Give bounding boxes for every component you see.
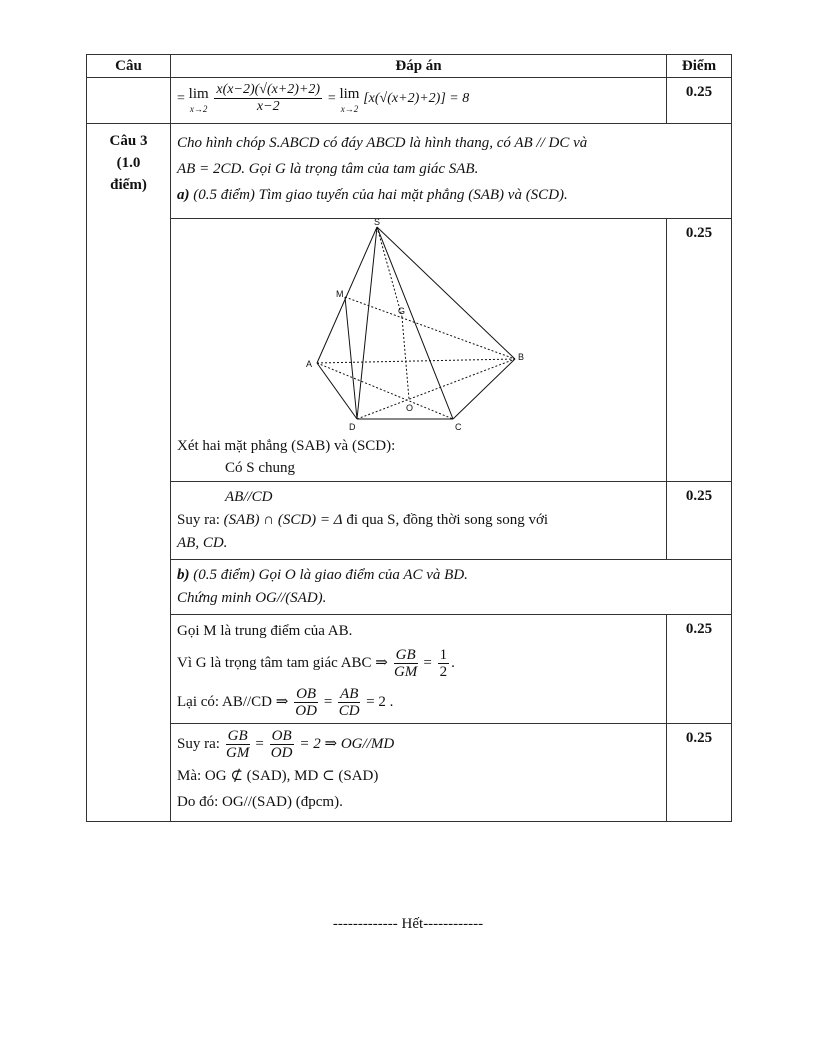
fraction-numerator: OB bbox=[271, 728, 292, 744]
question-points-unit: điểm) bbox=[110, 177, 147, 193]
lim-operator-1 bbox=[189, 83, 209, 114]
fraction-denominator: OD bbox=[295, 703, 317, 719]
equals-sign: = bbox=[323, 693, 333, 710]
fraction-OB-OD bbox=[270, 728, 294, 761]
suy-ra-label: Suy ra: bbox=[177, 512, 220, 528]
fraction-GB-GM bbox=[394, 647, 418, 680]
header-score: Điểm bbox=[667, 55, 732, 78]
lim-word: lim bbox=[188, 86, 209, 102]
label-O: O bbox=[406, 403, 414, 413]
prove-formula: OG//(SAD). bbox=[255, 590, 327, 606]
suy-ra-label: Suy ra: bbox=[177, 735, 220, 752]
edge-SC bbox=[377, 227, 453, 419]
lim-operator-2 bbox=[339, 83, 359, 114]
figure-cell bbox=[171, 219, 667, 482]
question3-statement bbox=[171, 124, 732, 219]
conclusion-line-3 bbox=[177, 789, 660, 815]
limit-denominator: x−2 bbox=[256, 99, 280, 114]
equals-sign: = bbox=[255, 735, 264, 752]
segment-GO bbox=[402, 317, 409, 399]
part-b-line-2 bbox=[177, 587, 725, 610]
question-number: Câu 3 bbox=[109, 133, 148, 149]
fraction-denominator: GM bbox=[226, 745, 250, 761]
part-a-label: a) bbox=[177, 187, 190, 203]
answer-table bbox=[86, 54, 732, 822]
statement-line-2: AB = 2CD. Gọi G là trọng tâm của tam giác SAB. bbox=[177, 161, 479, 177]
edge-AB bbox=[317, 359, 515, 363]
score-cell: 0.25 bbox=[667, 615, 732, 724]
answer-sheet bbox=[86, 54, 732, 822]
intersection-cell bbox=[171, 482, 667, 560]
score-cell: 0.25 bbox=[667, 78, 732, 124]
intersection-line-3: AB, CD. bbox=[177, 535, 228, 551]
limit-fraction bbox=[214, 82, 322, 115]
label-A: A bbox=[306, 359, 313, 369]
edge-SD bbox=[357, 227, 377, 419]
label-D: D bbox=[349, 422, 356, 432]
header-row bbox=[87, 55, 732, 78]
limit-numerator: x(x−2)(√(x+2)+2) bbox=[216, 82, 321, 97]
question3-row bbox=[87, 124, 732, 219]
question3-label-cell bbox=[87, 124, 171, 822]
label-B: B bbox=[518, 352, 525, 362]
centroid-text: Vì G là trọng tâm tam giác ABC ⇒ bbox=[177, 654, 388, 671]
part-b-label: b) bbox=[177, 567, 190, 583]
figure-line-1: Xét hai mặt phẳng (SAB) và (SCD): bbox=[177, 438, 396, 454]
intersection-line-2 bbox=[177, 509, 660, 532]
fraction-denominator: OD bbox=[270, 745, 293, 761]
question-points: (1.0 bbox=[116, 155, 141, 171]
lim-subscript: x→2 bbox=[340, 104, 359, 114]
ratio-result: = 2 . bbox=[366, 693, 394, 710]
limit-row bbox=[87, 78, 732, 124]
label-G: G bbox=[398, 306, 406, 316]
end-marker: ------------- Hết------------ bbox=[332, 916, 484, 932]
statement-line-1: Cho hình chóp S.ABCD có đáy ABCD là hình thang, có AB // DC và bbox=[177, 135, 588, 151]
segment-MB bbox=[345, 297, 515, 359]
intersection-description: đi qua S, đồng thời song song với bbox=[346, 512, 549, 528]
conclusion-line-1 bbox=[177, 728, 660, 761]
fraction-numerator: 1 bbox=[439, 647, 448, 663]
qed-text: (đpcm). bbox=[295, 794, 343, 810]
midpoint-row bbox=[87, 615, 732, 724]
fraction-1-2 bbox=[438, 647, 450, 680]
equals-sign: = bbox=[423, 654, 432, 671]
intersection-line-1: AB//CD bbox=[225, 489, 273, 505]
score-cell: 0.25 bbox=[667, 482, 732, 560]
fraction-numerator: GB bbox=[227, 728, 248, 744]
limit-answer-cell: = lim x→2 $\frac{x(x-2)(√(x+2)+2)}{x-2}$ = lim x→2 [x(√(x+2)+2)] = 8 bbox=[171, 78, 667, 124]
conclusion-formula: Do đó: OG//(SAD) bbox=[177, 794, 292, 810]
intersection-row bbox=[87, 482, 732, 560]
score-cell: 0.25 bbox=[667, 219, 732, 482]
header-question: Câu bbox=[87, 55, 171, 78]
part-b-row bbox=[87, 560, 732, 615]
parallel-result: = 2 ⇒ OG//MD bbox=[299, 735, 395, 752]
conclusion-cell bbox=[171, 724, 667, 822]
fraction-GB-GM bbox=[226, 728, 250, 761]
label-M: M bbox=[336, 289, 344, 299]
part-a-text: (0.5 điểm) Tìm giao tuyến của hai mặt phẳng (SAB) và (SCD). bbox=[193, 187, 568, 203]
part-b-text: (0.5 điểm) Gọi O là giao điểm của AC và BD. bbox=[193, 567, 468, 583]
empty-question-cell bbox=[87, 78, 171, 124]
period: . bbox=[451, 654, 455, 671]
segment-SG bbox=[377, 227, 402, 317]
score-cell: 0.25 bbox=[667, 724, 732, 822]
fraction-denominator: CD bbox=[338, 703, 360, 719]
conclusion-line-2: Mà: OG ⊄ (SAD), MD ⊂ (SAD) bbox=[177, 768, 379, 784]
conclusion-row bbox=[87, 724, 732, 822]
intersection-formula: (SAB) ∩ (SCD) = Δ bbox=[223, 512, 343, 528]
figure-row bbox=[87, 219, 732, 482]
midpoint-line-2 bbox=[177, 647, 660, 680]
pyramid-figure bbox=[177, 219, 667, 435]
label-S: S bbox=[374, 219, 381, 227]
midpoint-line-1: Gọi M là trung điểm của AB. bbox=[177, 623, 353, 639]
ratio-text: Lại có: AB//CD ⇒ bbox=[177, 693, 289, 710]
fraction-denominator: 2 bbox=[439, 664, 448, 680]
part-b-statement bbox=[171, 560, 732, 615]
limit-result: [x(√(x+2)+2)] = 8 bbox=[363, 90, 470, 106]
fraction-AB-CD bbox=[338, 686, 360, 719]
edge-SB bbox=[377, 227, 515, 359]
edge-CB bbox=[453, 359, 515, 419]
header-answer: Đáp án bbox=[171, 55, 667, 78]
prove-label: Chứng minh bbox=[177, 590, 252, 606]
part-a-line bbox=[177, 182, 725, 208]
lim-subscript: x→2 bbox=[189, 104, 208, 114]
lim-word: lim bbox=[339, 86, 360, 102]
fraction-numerator: GB bbox=[395, 647, 416, 663]
segment-MD bbox=[345, 297, 357, 419]
label-C: C bbox=[455, 422, 462, 432]
fraction-numerator: OB bbox=[296, 686, 317, 702]
part-b-line-1 bbox=[177, 564, 725, 587]
fraction-numerator: AB bbox=[340, 686, 359, 702]
edge-SA bbox=[317, 227, 377, 363]
midpoint-line-3 bbox=[177, 686, 660, 719]
fraction-OB-OD bbox=[294, 686, 318, 719]
midpoint-cell bbox=[171, 615, 667, 724]
fraction-denominator: GM bbox=[393, 664, 418, 680]
figure-line-2: Có S chung bbox=[225, 460, 296, 476]
